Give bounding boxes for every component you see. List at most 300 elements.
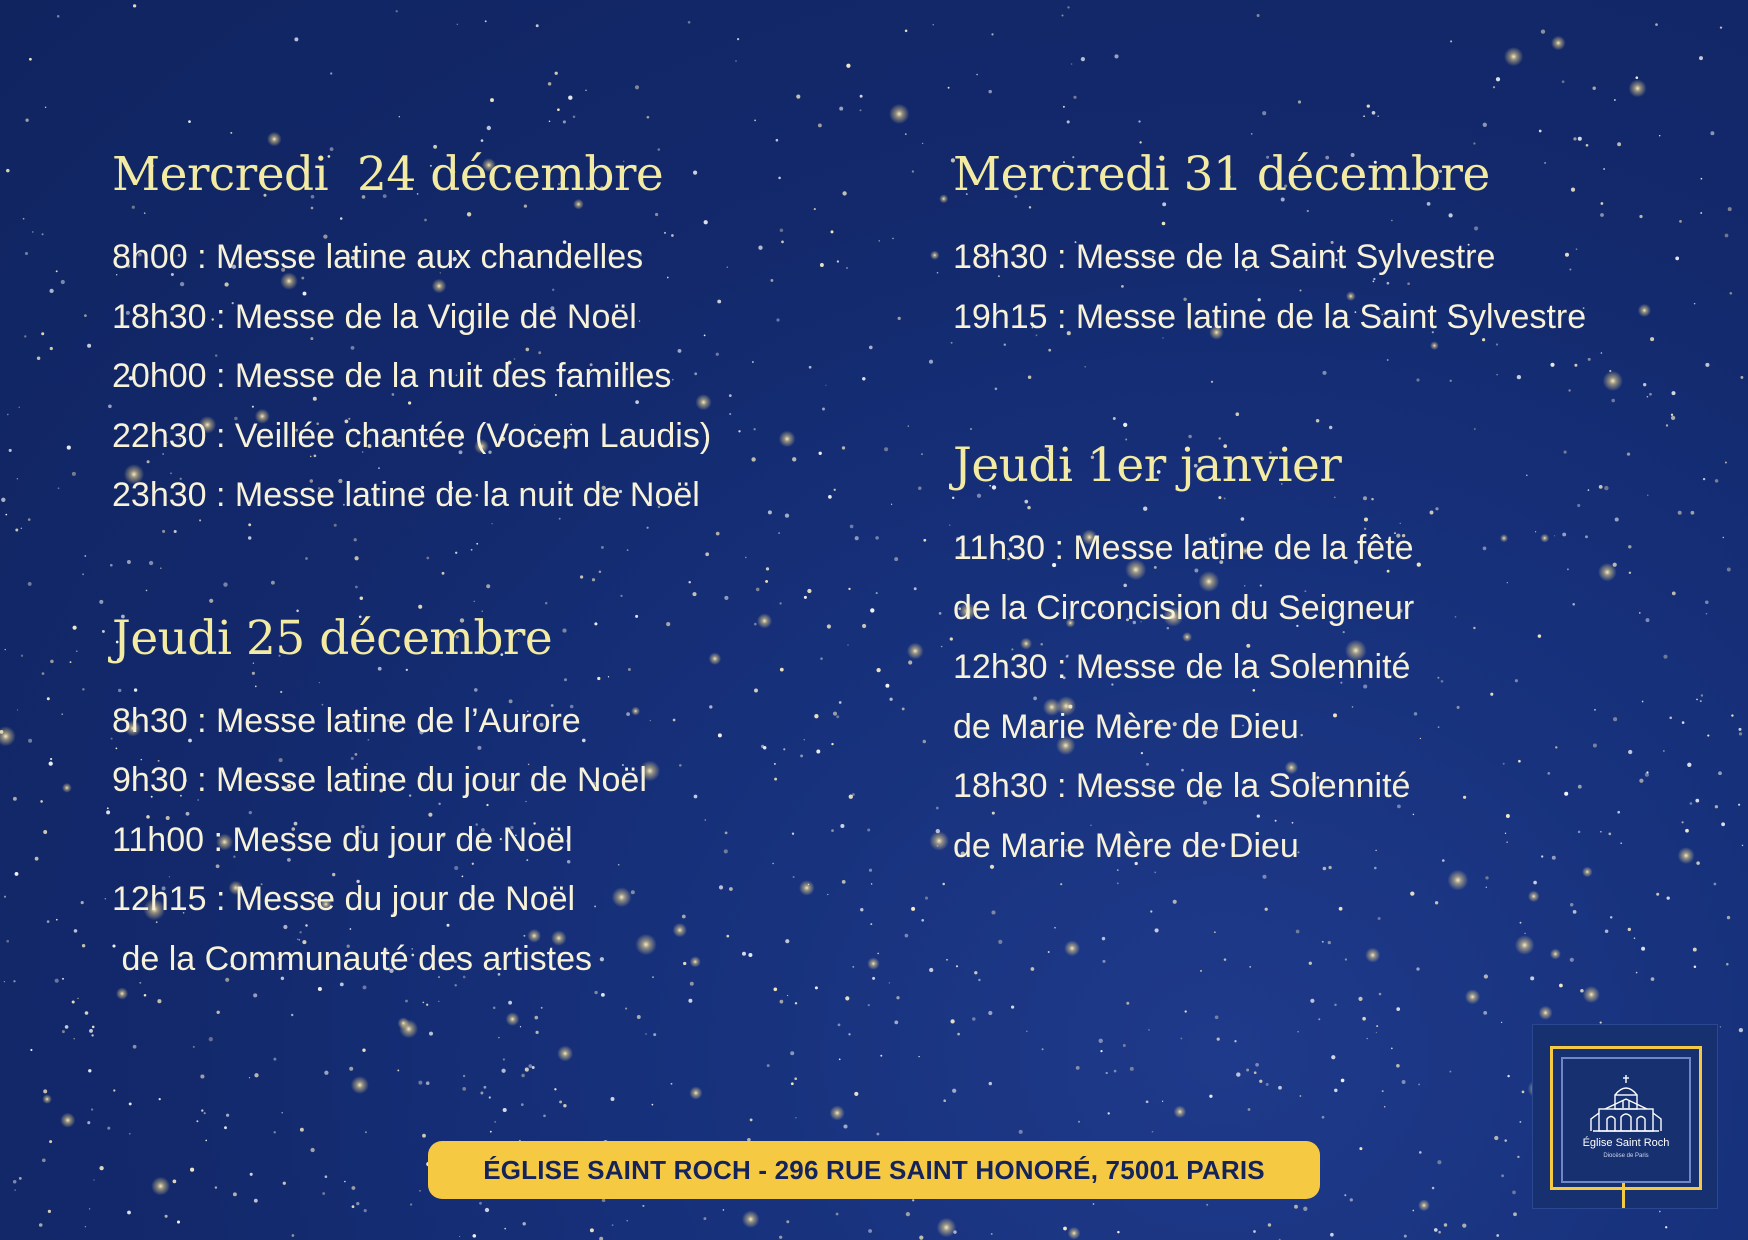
- star: [735, 60, 737, 62]
- star: [0, 726, 16, 746]
- star: [894, 557, 898, 561]
- star: [503, 1108, 507, 1112]
- star: [13, 980, 15, 982]
- star: [862, 377, 865, 380]
- star: [837, 260, 839, 262]
- star: [1501, 1022, 1502, 1023]
- star: [860, 95, 863, 98]
- star: [77, 998, 78, 999]
- star: [1298, 100, 1301, 103]
- day-heading: Mercredi 31 décembre: [953, 147, 1490, 202]
- star: [786, 1220, 789, 1223]
- star: [249, 1077, 250, 1078]
- star: [215, 1186, 217, 1188]
- star: [1731, 714, 1733, 716]
- star: [1073, 96, 1076, 99]
- star: [209, 1037, 213, 1041]
- star: [1507, 1075, 1509, 1077]
- star: [1262, 111, 1266, 115]
- star: [1309, 962, 1312, 965]
- star: [1682, 821, 1684, 823]
- star: [1031, 967, 1035, 971]
- star: [21, 528, 22, 529]
- star: [15, 872, 19, 876]
- star: [85, 1011, 89, 1015]
- day-heading: Jeudi 25 décembre: [112, 610, 553, 666]
- star: [1634, 937, 1636, 939]
- star: [889, 982, 890, 983]
- star: [422, 1002, 424, 1004]
- star: [876, 668, 880, 672]
- star: [201, 1109, 203, 1111]
- star: [1296, 930, 1300, 934]
- left-column: [112, 140, 832, 989]
- star: [422, 1134, 426, 1138]
- star: [226, 1114, 229, 1117]
- event-item: 18h30 : Messe de la Solennité: [953, 767, 1411, 805]
- star: [794, 1077, 797, 1080]
- star: [5, 514, 7, 516]
- star: [356, 1202, 359, 1205]
- star: [503, 1058, 505, 1060]
- star: [58, 487, 60, 489]
- star: [521, 1074, 525, 1078]
- star: [489, 1096, 491, 1098]
- star: [842, 191, 846, 195]
- star: [1562, 80, 1565, 83]
- star: [869, 346, 873, 350]
- star: [49, 289, 53, 293]
- star: [671, 1083, 673, 1085]
- star: [1162, 1101, 1163, 1102]
- star: [860, 908, 863, 911]
- star: [25, 252, 28, 255]
- address-text: ÉGLISE SAINT ROCH - 296 RUE SAINT HONORÉ, 75001 PARIS: [483, 1154, 1265, 1185]
- star: [1592, 86, 1595, 89]
- event-item: 9h30 : Messe latine du jour de Noël: [112, 761, 647, 799]
- star: [82, 688, 84, 690]
- star: [522, 1222, 525, 1225]
- star: [87, 1121, 90, 1124]
- star: [1224, 958, 1227, 961]
- star: [950, 1019, 954, 1023]
- day-heading: Jeudi 1er janvier: [953, 438, 1342, 493]
- star: [35, 857, 39, 861]
- star: [1, 498, 5, 502]
- star: [742, 1210, 760, 1228]
- star: [1729, 292, 1732, 295]
- star: [330, 72, 332, 74]
- star: [283, 1182, 286, 1185]
- star: [536, 24, 539, 27]
- star: [933, 24, 934, 25]
- star: [1434, 1228, 1438, 1232]
- star: [645, 1033, 646, 1034]
- day-heading: Mercredi 24 décembre: [112, 147, 664, 202]
- star: [902, 707, 905, 710]
- event-item: 22h30 : Veillée chantée (Vocem Laudis): [112, 416, 712, 455]
- star: [291, 1014, 293, 1016]
- star: [1738, 804, 1740, 806]
- star: [1350, 1198, 1353, 1201]
- star: [133, 4, 136, 7]
- star: [7, 414, 9, 416]
- star: [5, 649, 6, 650]
- star: [922, 143, 923, 144]
- star: [943, 1099, 946, 1102]
- star: [860, 109, 862, 111]
- star: [1026, 1031, 1027, 1032]
- star: [1339, 907, 1343, 911]
- star: [193, 1046, 195, 1048]
- star: [1570, 903, 1573, 906]
- star: [1714, 883, 1717, 886]
- star: [1696, 861, 1700, 865]
- star: [324, 1071, 328, 1075]
- star: [23, 218, 25, 220]
- star: [894, 1021, 898, 1025]
- star: [362, 1048, 365, 1051]
- star: [543, 1114, 546, 1117]
- star: [957, 1033, 960, 1036]
- star: [165, 1215, 168, 1218]
- star: [254, 1199, 258, 1203]
- star: [1234, 1040, 1236, 1042]
- star: [105, 898, 106, 899]
- star: [1063, 106, 1065, 108]
- event-item: de Marie Mère de Dieu: [953, 826, 1299, 865]
- star: [1246, 1069, 1249, 1072]
- star: [723, 1209, 725, 1211]
- star: [601, 993, 605, 997]
- star: [1444, 1223, 1447, 1226]
- star: [790, 1051, 794, 1055]
- star: [869, 869, 872, 872]
- star: [19, 407, 20, 408]
- star: [557, 1046, 573, 1062]
- star: [1435, 901, 1438, 904]
- star: [1721, 822, 1725, 826]
- star: [1693, 948, 1697, 952]
- star: [28, 739, 32, 743]
- star: [85, 1226, 86, 1227]
- star: [1322, 1116, 1325, 1119]
- star: [1541, 29, 1545, 33]
- star: [929, 968, 933, 972]
- star: [1362, 1017, 1366, 1021]
- star: [102, 630, 105, 633]
- star: [463, 1075, 465, 1077]
- star: [905, 934, 909, 938]
- star: [1438, 1231, 1441, 1234]
- star: [637, 1015, 641, 1019]
- star: [37, 356, 41, 360]
- right-column: [953, 140, 1673, 876]
- star: [6, 940, 9, 943]
- star: [972, 1017, 976, 1021]
- star: [1402, 1080, 1406, 1084]
- star: [925, 897, 928, 900]
- star: [310, 1148, 314, 1152]
- star: [1322, 941, 1324, 943]
- star: [50, 758, 52, 760]
- star: [84, 314, 87, 317]
- star: [1437, 1160, 1441, 1164]
- star: [976, 74, 978, 76]
- star: [1715, 805, 1718, 808]
- star: [1728, 207, 1732, 211]
- event-item: 11h30 : Messe latine de la fête: [953, 529, 1414, 567]
- star: [1685, 829, 1689, 833]
- star: [1078, 1121, 1080, 1123]
- star: [17, 478, 18, 479]
- star: [1067, 6, 1069, 8]
- star: [1099, 1039, 1103, 1043]
- star: [1209, 1095, 1212, 1098]
- event-list: [953, 228, 1673, 347]
- logo-subtitle: Diocèse de Paris: [1603, 1153, 1649, 1159]
- star: [504, 1228, 506, 1230]
- star: [1727, 568, 1731, 572]
- star: [1512, 1191, 1516, 1195]
- star: [113, 1089, 115, 1091]
- star: [1268, 1223, 1271, 1226]
- star: [1449, 1071, 1451, 1073]
- star: [1513, 1212, 1517, 1216]
- star: [871, 883, 873, 885]
- star: [703, 1217, 706, 1220]
- star: [62, 1030, 65, 1033]
- star: [217, 1011, 220, 1014]
- star: [1538, 1006, 1552, 1020]
- star: [1707, 735, 1709, 737]
- star: [157, 999, 161, 1003]
- star: [642, 1205, 644, 1207]
- star: [557, 108, 560, 111]
- star: [833, 712, 837, 716]
- star: [884, 447, 888, 451]
- star: [89, 1029, 93, 1033]
- star: [862, 624, 866, 628]
- church-facade-icon: [1585, 1073, 1667, 1135]
- star: [473, 1234, 477, 1238]
- star: [70, 661, 72, 663]
- star: [133, 1045, 137, 1049]
- star: [1695, 799, 1699, 803]
- star: [25, 119, 28, 122]
- star: [57, 15, 60, 18]
- star: [791, 1082, 794, 1085]
- star: [1656, 893, 1659, 896]
- star: [29, 58, 32, 61]
- star: [974, 971, 977, 974]
- event-item: 8h00 : Messe latine aux chandelles: [112, 238, 644, 276]
- star: [867, 829, 870, 832]
- star: [612, 1224, 614, 1226]
- star: [541, 1007, 543, 1009]
- star: [555, 72, 558, 75]
- star: [56, 919, 58, 921]
- star: [72, 1000, 75, 1003]
- star: [1206, 1204, 1208, 1206]
- star: [1249, 966, 1251, 968]
- star: [991, 910, 995, 914]
- star: [525, 1068, 529, 1072]
- star: [106, 810, 110, 814]
- star: [796, 95, 800, 99]
- star: [754, 120, 756, 122]
- star: [830, 1105, 845, 1120]
- star: [1517, 1156, 1519, 1158]
- address-banner: [428, 1141, 1320, 1199]
- star: [1678, 511, 1682, 515]
- star: [429, 1032, 433, 1036]
- star: [45, 107, 46, 108]
- star: [490, 1131, 492, 1133]
- event-item: 23h30 : Messe latine de la nuit de Noël: [112, 476, 700, 514]
- star: [834, 489, 836, 491]
- star: [848, 588, 850, 590]
- star: [1641, 947, 1645, 951]
- star: [405, 1000, 408, 1003]
- star: [585, 90, 586, 91]
- star: [1419, 1151, 1422, 1154]
- star: [418, 1081, 422, 1085]
- star: [322, 1192, 325, 1195]
- star: [1328, 941, 1331, 944]
- star: [1412, 1210, 1414, 1212]
- star: [233, 1192, 237, 1196]
- star: [914, 587, 917, 590]
- star: [1117, 1231, 1119, 1233]
- star: [559, 1100, 562, 1103]
- star: [1636, 76, 1639, 79]
- star: [989, 1082, 992, 1085]
- star: [1742, 845, 1744, 847]
- star: [49, 761, 53, 765]
- star: [854, 1092, 858, 1096]
- star: [688, 999, 692, 1003]
- star: [92, 1026, 95, 1029]
- star: [508, 1001, 512, 1005]
- star: [1539, 130, 1542, 133]
- star: [43, 830, 47, 834]
- star: [625, 1008, 627, 1010]
- star: [62, 713, 63, 714]
- star: [41, 332, 44, 335]
- star: [845, 996, 849, 1000]
- star: [42, 1158, 46, 1162]
- star: [855, 536, 859, 540]
- star: [1155, 928, 1159, 932]
- star: [188, 120, 191, 123]
- star: [91, 1108, 93, 1110]
- star: [1636, 972, 1638, 974]
- star: [1703, 478, 1705, 480]
- star: [129, 1133, 131, 1135]
- event-item: 18h30 : Messe de la Saint Sylvestre: [953, 238, 1496, 276]
- star: [501, 1069, 505, 1073]
- star: [1254, 1071, 1257, 1074]
- star: [457, 24, 458, 25]
- star: [838, 1024, 841, 1027]
- star: [50, 660, 54, 664]
- star: [200, 1074, 204, 1078]
- star: [480, 1092, 483, 1095]
- star: [898, 317, 901, 320]
- star: [573, 116, 576, 119]
- star: [1344, 1194, 1346, 1196]
- star: [602, 1199, 606, 1203]
- star: [1081, 57, 1085, 61]
- star: [205, 1140, 207, 1142]
- star: [1740, 376, 1743, 379]
- event-list: [112, 228, 832, 526]
- star: [82, 944, 85, 947]
- star: [896, 996, 899, 999]
- star: [939, 194, 948, 203]
- star: [949, 524, 950, 525]
- star: [795, 1002, 797, 1004]
- star: [506, 1012, 520, 1026]
- star: [1718, 771, 1722, 775]
- star: [1019, 1130, 1023, 1134]
- star: [1550, 949, 1561, 960]
- star: [1614, 99, 1616, 101]
- church-logo: [1532, 1024, 1718, 1209]
- star: [906, 1212, 910, 1216]
- star: [1265, 908, 1268, 911]
- star: [426, 1004, 428, 1006]
- star: [1691, 511, 1695, 515]
- star: [1727, 916, 1730, 919]
- event-item: de la Circoncision du Seigneur: [953, 588, 1415, 627]
- star: [1570, 958, 1574, 962]
- star: [419, 1190, 420, 1191]
- star: [107, 1127, 110, 1130]
- star: [688, 21, 691, 24]
- star: [528, 1064, 532, 1068]
- star: [919, 1236, 923, 1240]
- star: [1345, 958, 1347, 960]
- star: [1063, 1227, 1067, 1231]
- star: [870, 608, 874, 612]
- star: [1138, 120, 1140, 122]
- star: [1300, 1095, 1302, 1097]
- star: [1334, 1004, 1336, 1006]
- star: [67, 446, 71, 450]
- star: [1318, 1018, 1320, 1020]
- star: [19, 1177, 22, 1180]
- star: [1679, 220, 1682, 223]
- star: [1659, 135, 1660, 136]
- star: [1559, 984, 1563, 988]
- star: [1148, 1029, 1149, 1030]
- star: [923, 539, 926, 542]
- star: [795, 1117, 796, 1118]
- star: [936, 807, 939, 810]
- star: [87, 344, 91, 348]
- star: [846, 267, 848, 269]
- star: [1331, 1055, 1335, 1059]
- star: [479, 1202, 482, 1205]
- star: [13, 797, 17, 801]
- star: [49, 1140, 52, 1143]
- star: [55, 979, 59, 983]
- star: [520, 1026, 521, 1027]
- star: [554, 1088, 556, 1090]
- event-item: de Marie Mère de Dieu: [953, 707, 1299, 746]
